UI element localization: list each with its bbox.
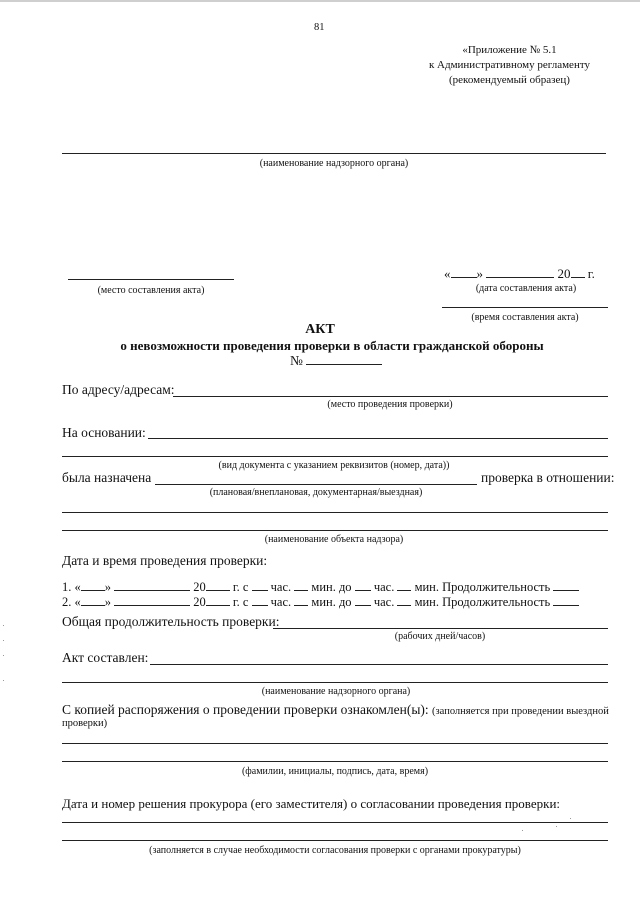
title-subject: о невозможности проведения проверки в области гражданской обороны [120,338,544,353]
schedule-row-2 [62,594,579,610]
min-to-label: мин. до [311,580,352,594]
g-s-label: г. с [232,580,249,594]
copy-line-1[interactable] [62,743,608,744]
start-min-blank[interactable] [294,579,308,591]
inspection-kind-line[interactable] [155,484,477,485]
row-number: 2. [62,595,72,609]
prosecutor-caption: (заполняется в случае необходимости согласования проверки с органами прокуратуры) [149,845,521,856]
date-month-blank[interactable] [486,266,554,278]
day-blank[interactable] [81,594,105,606]
date-year-blank[interactable] [571,266,585,278]
place-caption: (место составления акта) [97,285,205,296]
prosecutor-line-2[interactable] [62,840,608,841]
date-quote-close: » [476,266,483,281]
date-time-label: Дата и время проведения проверки: [62,553,268,568]
basis-line-1[interactable] [148,438,608,439]
copy-label: С копией распоряжения о проведении проверки ознакомлен(ы): [62,702,429,717]
address-label: По адресу/адресам: [62,382,175,397]
act-drawn-label: Акт составлен: [62,650,149,665]
object-line-1[interactable] [62,512,608,513]
end-min-blank[interactable] [397,579,411,591]
date-day-blank[interactable] [451,266,477,278]
scan-speck [556,826,557,827]
time-line[interactable] [442,307,608,308]
address-line[interactable] [173,396,608,397]
min-to-label: мин. до [311,595,352,609]
total-duration-line[interactable] [273,628,608,629]
duration-label: Продолжительность [442,595,551,609]
duration-label: Продолжительность [442,580,551,594]
act-drawn-line-1[interactable] [150,664,608,665]
date-line[interactable] [444,266,595,282]
act-number [290,353,382,369]
duration-blank[interactable] [553,579,579,591]
end-hour-blank[interactable] [355,594,371,606]
month-blank[interactable] [114,594,190,606]
appendix-line-2: к Административному регламенту [428,59,590,71]
end-min-blank[interactable] [397,594,411,606]
title-akt: АКТ [305,322,335,337]
hours-label: час. [270,580,292,594]
scan-speck [3,680,4,681]
copy-note-2: проверки) [62,718,108,729]
scan-speck [570,818,571,819]
hours-label: час. [270,595,292,609]
supervisory-body-caption-2: (наименование надзорного органа) [261,686,411,697]
object-caption: (наименование объекта надзора) [264,534,404,545]
hours2-label: час. [373,580,395,594]
start-hour-blank[interactable] [252,594,268,606]
copy-note: (заполняется при проведении выездной [432,706,609,717]
page-number: 81 [314,22,325,33]
g-s-label: г. с [232,595,249,609]
basis-line-2[interactable] [62,456,608,457]
min-label: мин. [414,595,439,609]
start-min-blank[interactable] [294,594,308,606]
scan-speck [3,655,4,656]
inspection-regarding-label: проверка в отношении: [481,470,615,485]
prosecutor-line-1[interactable] [62,822,608,823]
month-blank[interactable] [114,579,190,591]
date-year-suffix: г. [587,266,595,281]
year-blank[interactable] [206,594,230,606]
work-days-caption: (рабочих дней/часов) [394,631,486,642]
hours2-label: час. [373,595,395,609]
appendix-block [429,43,590,88]
quote-close: » [104,595,111,609]
copy-line-2[interactable] [62,761,608,762]
time-caption: (время составления акта) [471,312,579,323]
place-line[interactable] [68,279,234,280]
supervisory-body-caption: (наименование надзорного органа) [259,158,409,169]
quote-close: » [104,580,111,594]
names-caption: (фамилии, инициалы, подпись, дата, время) [241,766,429,777]
scan-speck [3,625,4,626]
duration-blank[interactable] [553,594,579,606]
min-label: мин. [414,580,439,594]
date-year-prefix: 20 [557,266,571,281]
start-hour-blank[interactable] [252,579,268,591]
quote-open: « [74,580,81,594]
row-number: 1. [62,580,72,594]
object-line-2[interactable] [62,530,608,531]
schedule-row-1 [62,579,579,595]
was-assigned-label: была назначена [62,470,152,485]
quote-open: « [74,595,81,609]
day-blank[interactable] [81,579,105,591]
appendix-line-1: «Приложение № 5.1 [462,44,557,56]
act-number-blank[interactable] [306,353,382,365]
address-caption: (место проведения проверки) [327,399,453,410]
doc-kind-caption: (вид документа с указанием реквизитов (номер, дата)) [218,460,450,471]
act-drawn-line-2[interactable] [62,682,608,683]
supervisory-body-line[interactable] [62,153,606,154]
date-caption: (дата составления акта) [475,283,577,294]
year-blank[interactable] [206,579,230,591]
appendix-line-3: (рекомендуемый образец) [449,74,570,86]
scan-speck [3,640,4,641]
number-sign: № [290,353,303,368]
basis-label: На основании: [62,425,146,440]
total-duration-label: Общая продолжительность проверки: [62,614,280,629]
year-prefix: 20 [193,580,206,594]
scan-speck [522,830,523,831]
end-hour-blank[interactable] [355,579,371,591]
copy-line [62,702,609,718]
date-quote-open: « [444,266,451,281]
scan-edge [0,0,640,2]
prosecutor-label: Дата и номер решения прокурора (его заместителя) о согласовании проведения проверки: [62,796,561,811]
year-prefix: 20 [193,595,206,609]
inspection-kind-caption: (плановая/внеплановая, документарная/выездная) [209,487,423,498]
